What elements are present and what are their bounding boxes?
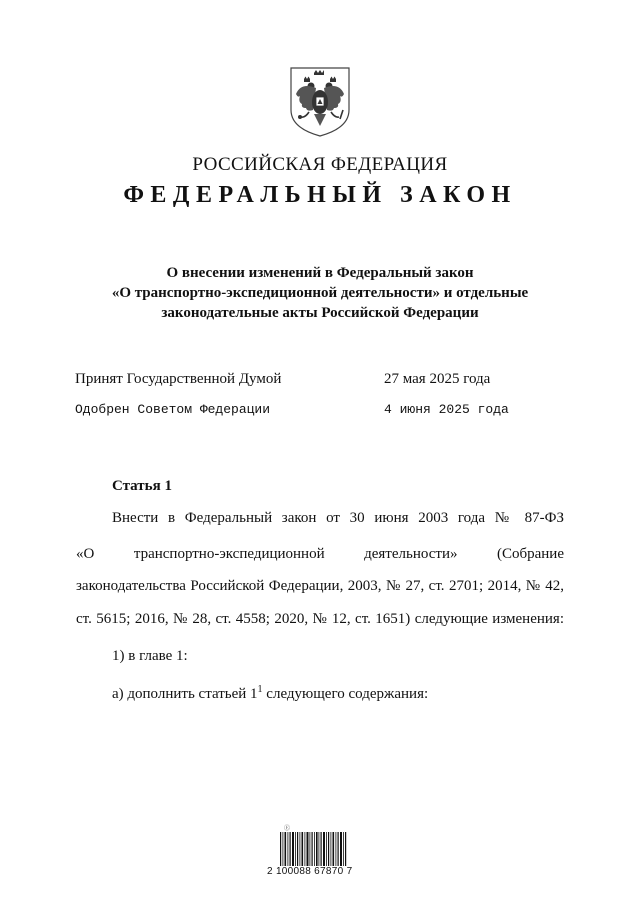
duma-adoption-label: Принят Государственной Думой bbox=[75, 371, 282, 387]
paragraph-line: «О транспортно-экспедиционной деятельности» (Собрание bbox=[76, 546, 564, 562]
paragraph-line: Внести в Федеральный закон от 30 июня 2003 года № 87-ФЗ bbox=[112, 510, 564, 526]
country-name: РОССИЙСКАЯ ФЕДЕРАЦИЯ bbox=[192, 154, 448, 175]
paragraph-line: законодательства Российской Федерации, 2003, № 27, ст. 2701; 2014, № 42, bbox=[76, 578, 564, 594]
article-heading: Статья 1 bbox=[112, 478, 172, 494]
list-item-text: а) дополнить статьей 1 bbox=[112, 686, 258, 702]
document-type: ФЕДЕРАЛЬНЫЙ ЗАКОН bbox=[123, 182, 517, 208]
svg-text:Ⓔ: Ⓔ bbox=[284, 826, 291, 832]
law-title-line: законодательные акты Российской Федерации bbox=[161, 305, 479, 321]
list-item: 1) в главе 1: bbox=[112, 648, 188, 664]
barcode-number: 2 100088 67870 7 bbox=[267, 866, 353, 877]
law-title-line: О внесении изменений в Федеральный закон bbox=[166, 265, 474, 281]
council-approval-label: Одобрен Советом Федерации bbox=[75, 402, 271, 417]
list-item bbox=[112, 684, 428, 703]
coat-of-arms-icon bbox=[287, 64, 353, 138]
list-item-text: следующего содержания: bbox=[262, 686, 429, 702]
law-title bbox=[80, 263, 560, 323]
superscript: 1 bbox=[257, 684, 263, 695]
duma-adoption-date: 27 мая 2025 года bbox=[384, 371, 491, 387]
council-approval-date: 4 июня 2025 года bbox=[384, 402, 509, 417]
law-title-line: «О транспортно-экспедиционной деятельности» и отдельные bbox=[111, 285, 529, 301]
paragraph-line: ст. 5615; 2016, № 28, ст. 4558; 2020, № 12, ст. 1651) следующие изменения: bbox=[76, 611, 564, 627]
